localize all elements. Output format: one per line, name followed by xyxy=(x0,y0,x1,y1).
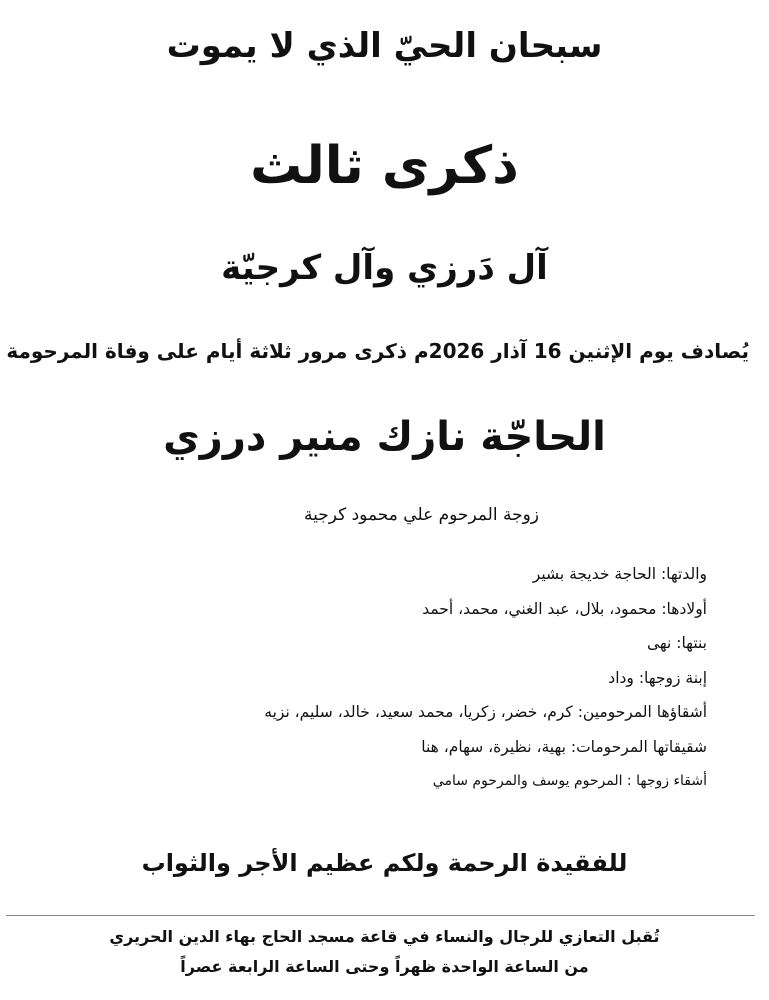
header-verse: سبحان الحيّ الذي لا يموت xyxy=(166,26,603,66)
divider xyxy=(6,915,755,916)
condolence-text: للفقيدة الرحمة ولكم عظيم الأجر والثواب xyxy=(141,849,628,877)
relative-brothers: أشقاؤها المرحومين: كرم، خضر، زكريا، محمد سعيد، خالد، سليم، نزيه xyxy=(264,703,707,721)
relatives-list xyxy=(264,563,707,805)
relative-husband-brothers: أشقاء زوجها : المرحوم يوسف والمرحوم سامي xyxy=(432,773,707,789)
relative-sons: أولادها: محمود، بلال، عبد الغني، محمد، أحمد xyxy=(422,599,707,618)
reception-location: تُقبل التعازي للرجال والنساء في قاعة مسجد الحاج بهاء الدين الحريري xyxy=(109,927,660,946)
reception-hours: من الساعة الواحدة ظهراً وحتى الساعة الرابعة عصراً xyxy=(180,957,589,976)
families-heading: آل دَرزي وآل كرجيّة xyxy=(221,248,548,288)
deceased-name: الحاجّة نازك منير درزي xyxy=(163,414,606,460)
relative-mother: والدتها: الحاجة خديجة بشير xyxy=(532,565,707,583)
wife-of-text: زوجة المرحوم علي محمود كرجية xyxy=(303,505,539,525)
relative-stepdaughter: إبنة زوجها: وداد xyxy=(608,668,707,687)
announcement-text: يُصادف يوم الإثنين 16 آذار 2026م ذكرى مرور ثلاثة أيام على وفاة المرحومة xyxy=(6,339,749,363)
relative-daughter: بنتها: نهى xyxy=(646,634,707,652)
page-title: ذكرى ثالث xyxy=(250,136,519,196)
relative-sisters: شقيقاتها المرحومات: بهية، نظيرة، سهام، هنا xyxy=(421,737,707,756)
